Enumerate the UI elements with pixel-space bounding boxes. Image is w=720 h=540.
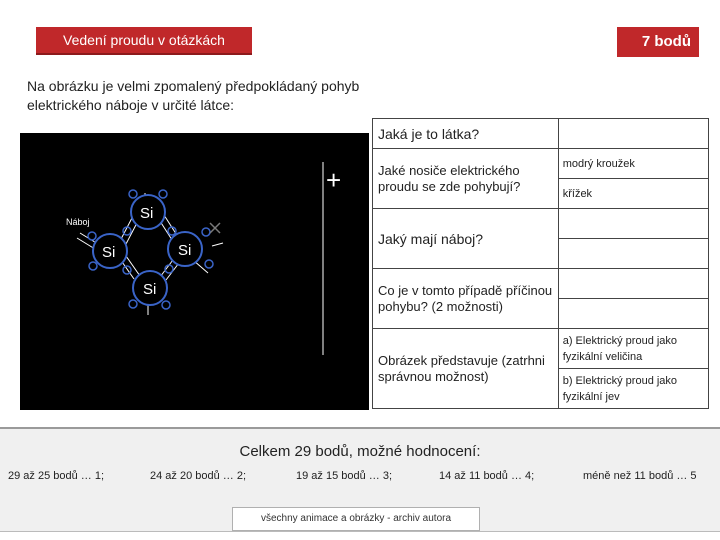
si-atom-label: Si (140, 205, 154, 222)
answer-field[interactable] (558, 269, 708, 299)
answer-field[interactable]: modrý kroužek (558, 149, 708, 179)
header-title: Vedení proudu v otázkách (36, 27, 252, 55)
question-text: Obrázek představuje (zatrhni správnou možnost) (373, 329, 559, 409)
answer-field[interactable] (558, 239, 708, 269)
answer-field[interactable] (558, 119, 708, 149)
intro-text: Na obrázku je velmi zpomalený předpokládaný pohyb elektrického náboje v určité látce: (27, 78, 360, 113)
grade-2: 24 až 20 bodů … 2; (150, 470, 247, 482)
question-text: Jaký mají náboj? (373, 209, 559, 269)
animation-canvas (20, 133, 369, 410)
si-atoms (93, 195, 202, 305)
answer-field[interactable] (558, 299, 708, 329)
si-atom-label: Si (102, 244, 116, 261)
answer-option-a[interactable]: a) Elektrický proud jako fyzikální veličina (558, 329, 708, 369)
question-text: Co je v tomto případě příčinou pohybu? (2 možnosti) (373, 269, 559, 329)
question-text: Jaká je to látka? (373, 119, 559, 149)
question-table (372, 118, 709, 409)
question-text: Jaké nosiče elektrického proudu se zde pohybují? (373, 149, 559, 209)
footer-title: Celkem 29 bodů, možné hodnocení: (239, 443, 481, 460)
question-row (373, 269, 709, 299)
answer-field[interactable]: křížek (558, 179, 708, 209)
si-atom-label: Si (178, 242, 192, 259)
grade-5: méně než 11 bodů … 5 (583, 470, 697, 482)
question-row (373, 119, 709, 149)
question-row (373, 149, 709, 179)
question-row (373, 209, 709, 239)
grade-4: 14 až 11 bodů … 4; (439, 470, 535, 482)
conduction-animation (20, 133, 369, 410)
plus-sign: + (326, 165, 342, 195)
hole-cross (210, 223, 220, 233)
question-row (373, 329, 709, 369)
charge-label: Náboj (66, 217, 90, 227)
grade-3: 19 až 15 bodů … 3; (296, 470, 393, 482)
credit-note: všechny animace a obrázky - archiv autora (232, 507, 480, 531)
grade-1: 29 až 25 bodů … 1; (8, 470, 105, 482)
answer-option-b[interactable]: b) Elektrický proud jako fyzikální jev (558, 369, 708, 409)
si-atom-label: Si (143, 281, 157, 298)
answer-field[interactable] (558, 209, 708, 239)
grading-footer (0, 427, 720, 532)
points-badge: 7 bodů (617, 27, 699, 57)
